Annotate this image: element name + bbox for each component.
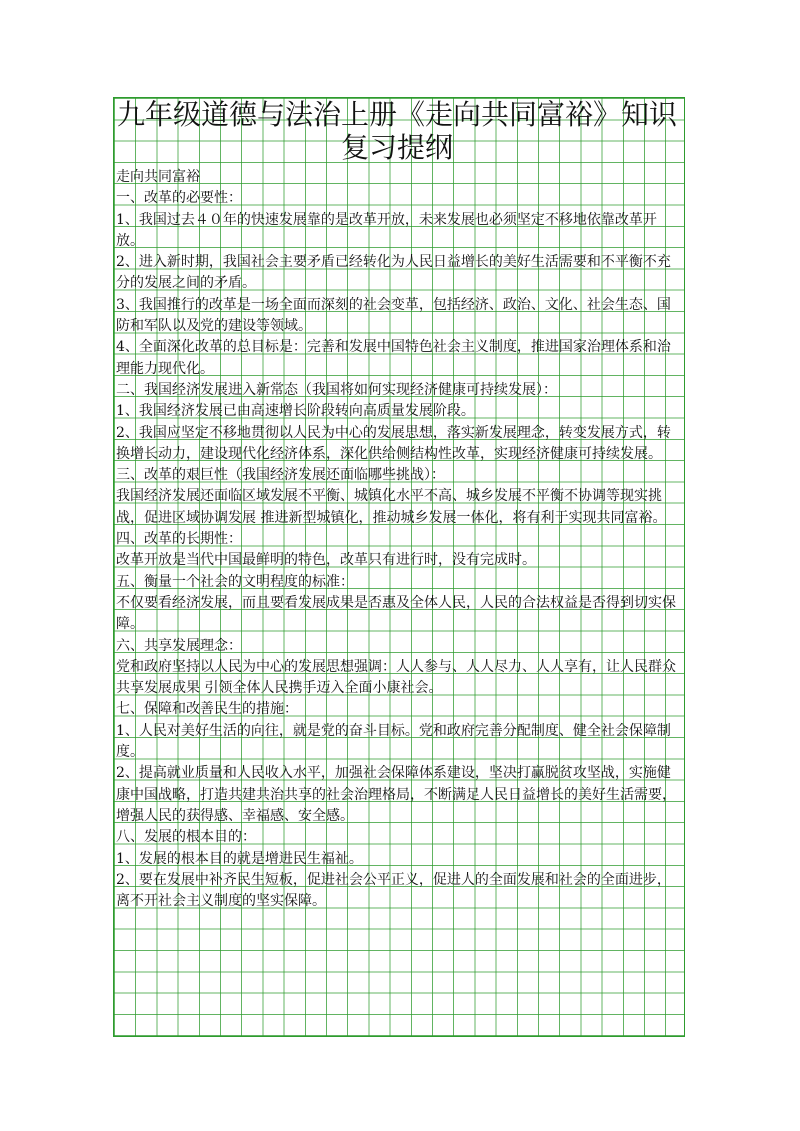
section-title: 走向共同富裕: [116, 169, 200, 185]
paragraph: 2、提高就业质量和人民收入水平，加强社会保障体系建设，坚决打赢脱贫攻坚战，实施健康中国战略，打造共建共治共享的社会治理格局，不断满足人民日益增长的美好生活需要，增强人民的获得感、幸福感、安全感。: [116, 765, 676, 824]
document-body: [116, 167, 684, 912]
heading-2: 二、我国经济发展进入新常态（我国将如何实现经济健康可持续发展）：: [116, 381, 557, 398]
heading-4: 四、改革的长期性：: [116, 531, 242, 548]
paragraph: 2、进入新时期，我国社会主要矛盾已经转化为人民日益增长的美好生活需要和不平衡不充分的发展之间的矛盾。: [116, 254, 671, 292]
paragraph: 1、发展的根本目的就是增进民生福祉。: [116, 850, 363, 867]
paragraph: 我国经济发展还面临区域发展不平衡、城镇化水平不高、城乡发展不平衡不协调等现实挑战，促进区域协调发展 推进新型城镇化，推动城乡发展一体化，将有利于实现共同富裕。: [116, 488, 667, 526]
paragraph: 党和政府坚持以人民为中心的发展思想强调：人人参与、人人尽力、人人享有，让人民群众共享发展成果 引领全体人民携手迈入全面小康社会。: [116, 658, 676, 697]
heading-6: 六、共享发展理念：: [116, 637, 242, 654]
heading-8: 八、发展的根本目的：: [116, 829, 256, 846]
heading-1: 一、改革的必要性：: [116, 190, 242, 207]
paragraph: 不仅要看经济发展，而且要看发展成果是否惠及全体人民，人民的合法权益是否得到切实保障。: [116, 594, 676, 633]
document-title: 九年级道德与法治上册《走向共同富裕》知识复习提纲: [116, 98, 677, 164]
paragraph: 2、我国应坚定不移地贯彻以人民为中心的发展思想，落实新发展理念，转变发展方式，转换增长动力，建设现代化经济体系，深化供给侧结构性改革，实现经济健康可持续发展。: [116, 424, 671, 462]
paragraph: 1、人民对美好生活的向往，就是党的奋斗目标。党和政府完善分配制度、健全社会保障制度。: [116, 722, 671, 761]
heading-7: 七、保障和改善民生的措施：: [116, 701, 298, 718]
heading-5: 五、衡量一个社会的文明程度的标准：: [116, 573, 354, 590]
paragraph: 1、我国经济发展已由高速增长阶段转向高质量发展阶段。: [116, 403, 475, 420]
paragraph: 4、全面深化改革的总目标是：完善和发展中国特色社会主义制度，推进国家治理体系和治理能力现代化。: [116, 339, 671, 377]
paragraph: 改革开放是当代中国最鲜明的特色，改革只有进行时，没有完成时。: [116, 552, 536, 569]
paragraph: 2、要在发展中补齐民生短板，促进社会公平正义，促进人的全面发展和社会的全面进步，离不开社会主义制度的坚实保障。: [116, 871, 671, 910]
heading-3: 三、改革的艰巨性（我国经济发展还面临哪些挑战）：: [116, 467, 445, 484]
grid-paper: [113, 97, 685, 1037]
paragraph: 1、我国过去４０年的快速发展靠的是改革开放，未来发展也必须坚定不移地依靠改革开放。: [116, 211, 657, 249]
paragraph: 3、我国推行的改革是一场全面而深刻的社会变革，包括经济、政治、文化、社会生态、国防和军队以及党的建设等领域。: [116, 296, 671, 335]
